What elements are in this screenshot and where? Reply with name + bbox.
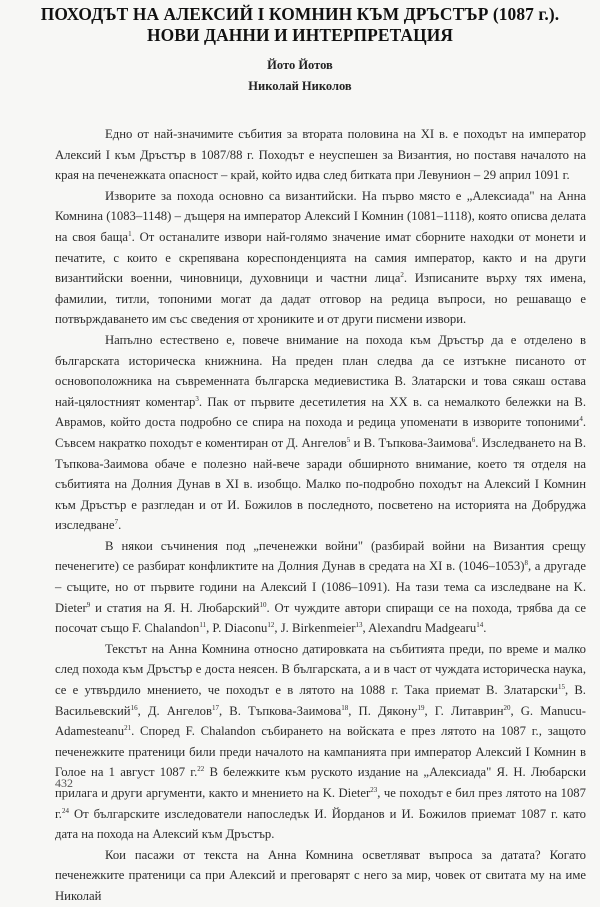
footnote-ref: 11 [199, 621, 207, 630]
footnote-ref: 21 [124, 724, 132, 733]
footnote-ref: 15 [557, 683, 565, 692]
footnote-ref: 8 [524, 559, 528, 568]
paragraph: Напълно естествено е, повече внимание на похода към Дръстър да е отделено в българската историческа книжнина. На преден план следва да се изтъкне писаното от основоположника на съвременната българска медиевистика В. Златарски и това сякаш остава най-цялостният коментар$^3$. Пак от първите десетилетия на XX в. са немалкото бележки на В. Аврамов, който доста подробно се спира на похода и редица упоменати в изворите топоними$^4$. Съвсем накратко походът е коментиран от Д. Ангелов$^5$ и В. Тъпкова-Заимова$^6$. Изследването на В. Тъпкова-Заимова обаче е полезно най-вече заради обширното внимание, което тя отделя на събитията на Долния Дунав в XI в. изобщо. Малко по-подробно походът на Алексий I Комнин към Дръстър е разгледан и от И. Божилов в последното, посветено на историята на Добруджа изследване$^7$. [55, 332, 586, 533]
paragraph: Едно от най-значимите събития за втората половина на XI в. е походът на император Алексий I към Дръстър в 1087/88 г. Походът е неуспешен за Византия, но поставя началото на края на печенежката опасност – край, който идва след битката при Левунион – 29 април 1091 г. [55, 127, 586, 183]
paragraph: Текстът на Анна Комнина относно датировката на събитията преди, по време и малко след похода към Дръстър е доста неясен. В българската, а и в част от чуждата историческа наука, се е утвърдило мнението, че походът е в лятото на 1088 г. Така приемат В. Златарски$^{15}$, В. Васильевский$^{16}$, Д. Ангелов$^{17}$, В. Тъпкова-Заимова$^{18}$, П. Дякону$^{19}$, Г. Литаврин$^{20}$, G. Manucu-Adamesteanu$^{21}$. Според F. Chalandon събирането на войската е през лятото на 1087 г., защото печенежките пратеници били преди началото на кампанията при император Алексий I Комнин в Голое на 1 август 1087 г.$^{22}$ В бележките към руското издание на „Алексиада" Я. Н. Любарски прилага и други аргументи, както и мнението на K. Dieter$^{23}$, че походът е бил през лятото на 1087 г.$^{24}$ От българските изследователи напоследък И. Йорданов и И. Божилов приемат 1087 г. като дата на похода на Алексий към Дръстър. [55, 641, 586, 842]
article-title [0, 4, 600, 46]
footnote-ref: 10 [259, 600, 267, 609]
article-body [55, 124, 586, 907]
footnote-ref: 5 [346, 435, 351, 444]
footnote-ref: 24 [61, 806, 69, 815]
footnote-ref: 13 [355, 621, 363, 630]
paragraph: Кои пасажи от текста на Анна Комнина осветляват въпроса за датата? Когато печенежките пратеници са при Алексий и преговарят с него за мир, човек от свитата му на име Николай [55, 847, 586, 903]
author-2: Николай Николов [248, 79, 352, 93]
footnote-ref: 9 [86, 600, 91, 609]
footnote-ref: 14 [476, 621, 484, 630]
footnote-ref: 1 [128, 229, 132, 238]
footnote-ref: 20 [503, 703, 511, 712]
footnote-ref: 7 [114, 518, 119, 527]
author-1: Йото Йотов [267, 58, 333, 72]
title-line-1: ПОХОДЪТ НА АЛЕКСИЙ I КОМНИН КЪМ ДРЪСТЪР (1087 г.). [40, 4, 560, 24]
footnote-ref: 22 [197, 765, 205, 774]
authors [0, 55, 600, 97]
page-number: 432 [55, 776, 73, 790]
footnote-ref: 3 [195, 394, 199, 403]
paragraph: В някои съчинения под „печенежки войни" (разбирай войни на Византия срещу печенегите) се разбират конфликтите на Долния Дунав в средата на XI в. (1046–1053)$^8$, а другаде – същите, но от първите години на Алексий I (1086–1091). На тази тема са изследване на K. Dieter$^9$ и статия на Я. Н. Любарский$^{10}$. От чуждите автори спиращи се на похода, трябва да се посочат също F. Chalandon$^{11}$, P. Diaconu$^{12}$, J. Birkenmeier$^{13}$, Alexandru Madgearu$^{14}$. [55, 538, 587, 636]
footnote-ref: 16 [130, 703, 138, 712]
paragraph: Изворите за похода основно са византийски. На първо място е „Алексиада" на Анна Комнина (1083–1148) – дъщеря на император Алексий I Комнин (1081–1118), която описва делата на своя баща$^1$. От останалите извори най-голямо значение имат сборните находки от монети и печатите, с които е скрепявана кореспонденцията на самия император, както и на други византийски военни, чиновници, духовници и частни лица$^2$. Изписаните върху тях имена, фамилии, титли, топоними могат да дадат отговор на редица въпроси, но решаващо е потвърждаването им със сведения от хрониките и от други писмени извори. [55, 188, 586, 327]
title-line-2: НОВИ ДАННИ И ИНТЕРПРЕТАЦИЯ [147, 25, 453, 45]
footnote-ref: 17 [212, 703, 220, 712]
footnote-ref: 4 [579, 415, 583, 424]
footnote-ref: 2 [400, 271, 404, 280]
footnote-ref: 12 [267, 621, 275, 630]
footnote-ref: 23 [370, 786, 378, 794]
footnote-ref: 18 [341, 703, 349, 712]
footnote-ref: 6 [471, 435, 476, 444]
footnote-ref: 19 [417, 703, 425, 712]
